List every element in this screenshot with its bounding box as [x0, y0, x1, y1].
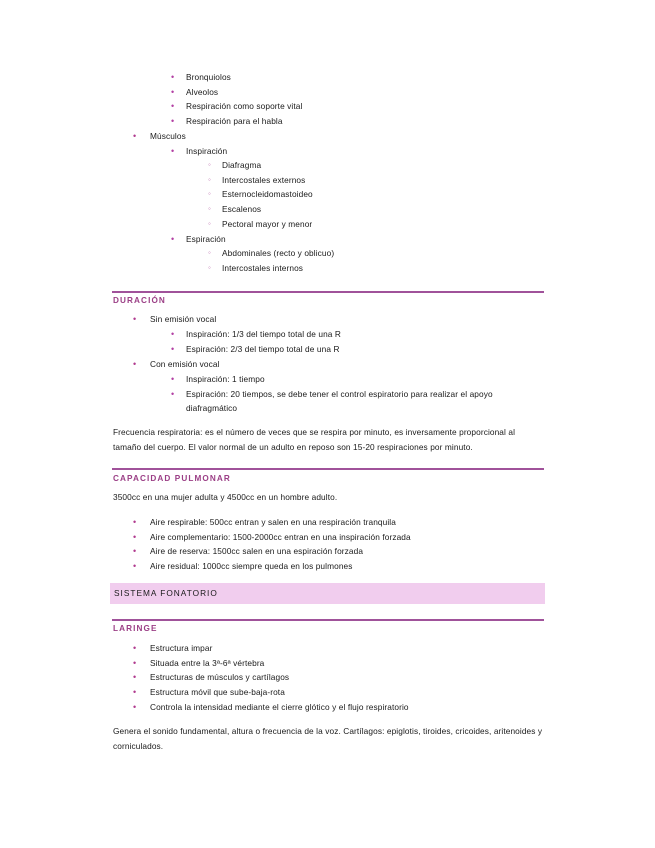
bullet-icon: •	[133, 546, 137, 557]
bullet-icon: •	[171, 329, 175, 339]
capacidad-list	[133, 515, 411, 574]
bullet-icon: •	[171, 86, 175, 97]
list-item: • Estructura móvil que sube-baja-rota	[150, 685, 409, 700]
list-item: • Aire residual: 1000cc siempre queda en los pulmones	[150, 559, 411, 574]
list-item: • Aire respirable: 500cc entran y salen en una respiración tranquila	[150, 515, 411, 530]
espiracion-muscles-list	[208, 246, 335, 275]
list-item-espiracion: • Espiración	[186, 232, 226, 247]
espiracion-list	[171, 232, 226, 247]
sin-emision-items	[171, 327, 342, 356]
list-item: • Estructura impar	[150, 641, 409, 656]
list-item: • Espiración: 20 tiempos, se debe tener el control espiratorio para realizar el apoyo diafragmático	[171, 388, 493, 414]
capacidad-intro: 3500cc en una mujer adulta y 4500cc en un hombre adulto.	[113, 492, 338, 502]
inspiracion-muscles-list	[208, 158, 313, 232]
bullet-icon: •	[133, 643, 137, 653]
hollow-bullet-icon: ◦	[208, 174, 211, 184]
list-item: ◦ Abdominales (recto y oblicuo)	[222, 246, 334, 261]
bullet-icon: •	[133, 531, 137, 542]
list-item: • Inspiración: 1 tiempo	[186, 372, 526, 387]
list-item: ◦ Pectoral mayor y menor	[222, 217, 313, 232]
list-item: ◦ Intercostales externos	[222, 173, 313, 188]
bullet-icon: •	[171, 101, 175, 112]
bullet-icon: •	[133, 131, 137, 141]
section-title-duracion: DURACIÓN	[113, 296, 166, 305]
bullet-icon: •	[133, 561, 137, 572]
musculos-list	[133, 129, 186, 144]
list-item: • Estructuras de músculos y cartílagos	[150, 670, 409, 685]
list-item: • Sin emisión vocal	[150, 312, 216, 327]
sistema-fonatorio-heading	[110, 583, 545, 604]
list-item: • Con emisión vocal	[150, 357, 220, 372]
bullet-icon: •	[171, 72, 175, 82]
list-item: ◦ Diafragma	[222, 158, 313, 173]
hollow-bullet-icon: ◦	[208, 204, 211, 214]
con-emision-list	[133, 357, 220, 372]
bullet-icon: •	[171, 116, 175, 127]
laringe-paragraph: Genera el sonido fundamental, altura o frecuencia de la voz. Cartílagos: epiglotis, tiroides, cricoides, aritenoides y corniculados.	[113, 726, 543, 751]
frecuencia-paragraph: Frecuencia respiratoria: es el número de veces que se respira por minuto, es inversamente proporcional al tamaño del cuerpo. El valor normal de un adulto en reposo son 15-20 respiraciones por minuto.	[113, 427, 516, 452]
section-divider	[112, 619, 544, 621]
sin-emision-list	[133, 312, 217, 327]
section-divider	[112, 468, 544, 470]
section-title-capacidad: CAPACIDAD PULMONAR	[113, 474, 231, 483]
bullet-icon: •	[133, 687, 137, 698]
list-item: ◦ Intercostales internos	[222, 261, 334, 276]
list-item: • Respiración para el habla	[186, 114, 302, 129]
bullet-icon: •	[171, 343, 175, 354]
section-title-laringe: LARINGE	[113, 624, 158, 633]
list-item: • Respiración como soporte vital	[186, 99, 302, 114]
bullet-icon: •	[171, 146, 175, 156]
list-item: • Situada entre la 3ª-6ª vértebra	[150, 656, 409, 671]
list-item: • Aire de reserva: 1500cc salen en una espiración forzada	[150, 544, 411, 559]
list-item: ◦ Escalenos	[222, 202, 313, 217]
inspiracion-list	[171, 144, 228, 159]
bullet-icon: •	[171, 374, 175, 384]
list-item: • Controla la intensidad mediante el cierre glótico y el flujo respiratorio	[150, 700, 409, 715]
list-item: • Espiración: 2/3 del tiempo total de una R	[186, 342, 341, 357]
hollow-bullet-icon: ◦	[208, 160, 211, 169]
list-item: • Bronquiolos	[186, 70, 302, 85]
respiratory-subitems-list	[171, 70, 303, 129]
section-divider	[112, 291, 544, 293]
list-item: ◦ Esternocleidomastoideo	[222, 187, 313, 202]
bullet-icon: •	[133, 517, 137, 527]
bullet-icon: •	[133, 314, 137, 324]
bullet-icon: •	[133, 672, 137, 683]
list-item-musculos: • Músculos	[150, 129, 186, 144]
bullet-icon: •	[133, 359, 137, 369]
hollow-bullet-icon: ◦	[208, 218, 211, 228]
con-emision-items	[171, 372, 526, 416]
hollow-bullet-icon: ◦	[208, 189, 211, 199]
list-item-inspiracion: • Inspiración	[186, 144, 227, 159]
hollow-bullet-icon: ◦	[208, 248, 211, 257]
hollow-bullet-icon: ◦	[208, 262, 211, 272]
list-item: • Alveolos	[186, 85, 302, 100]
sistema-fonatorio-title: SISTEMA FONATORIO	[114, 588, 218, 598]
bullet-icon: •	[171, 388, 175, 399]
bullet-icon: •	[171, 234, 175, 244]
laringe-list	[133, 641, 409, 715]
list-item: • Inspiración: 1/3 del tiempo total de una R	[186, 327, 341, 342]
list-item: • Aire complementario: 1500-2000cc entran en una inspiración forzada	[150, 530, 411, 545]
bullet-icon: •	[133, 701, 137, 712]
bullet-icon: •	[133, 657, 137, 668]
